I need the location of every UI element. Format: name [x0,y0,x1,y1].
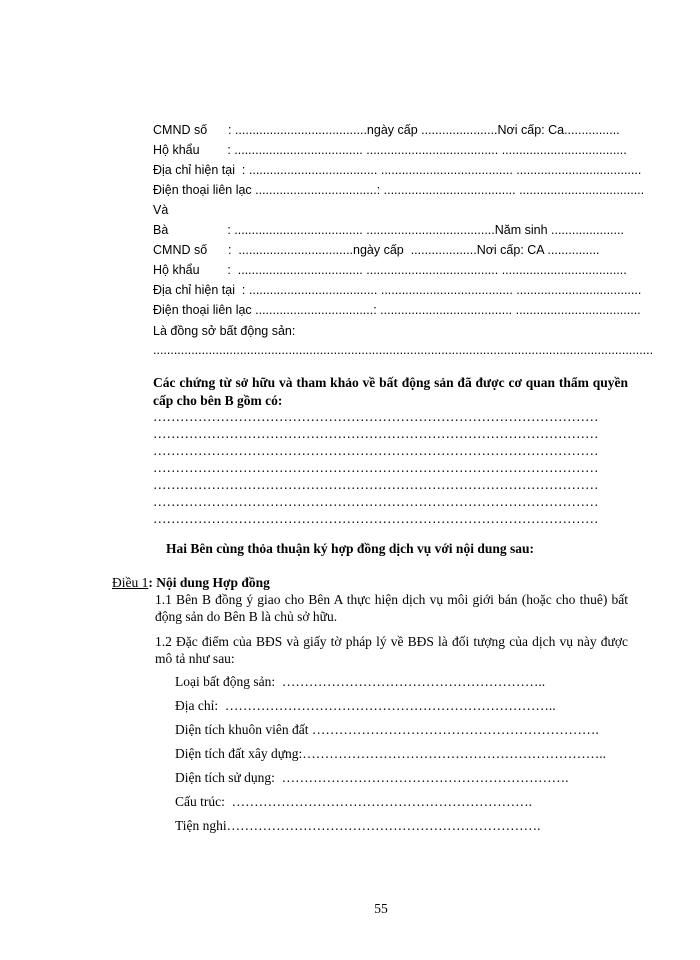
form-line-cmnd: CMND số : ......................................ngày cấp ......................Nơi cấp: Ca................ [153,123,620,137]
documents-line: ……………………………………………………………………………………… [153,511,599,526]
article-1-heading [112,575,270,591]
field-dien-tich-khuon-vien: Diện tích khuôn viên đất ………………………………………………………. [175,722,599,737]
documents-line: ……………………………………………………………………………………… [153,477,599,492]
documents-line: ……………………………………………………………………………………… [153,443,599,458]
documents-heading: Các chứng từ sở hữu và tham khảo về bất động sản đã được cơ quan thẩm quyền cấp cho bên B gồm có: [153,375,628,408]
form-line-dong-so-huu: Là đồng sở bất động sản: [153,324,296,338]
documents-line: ……………………………………………………………………………………… [153,460,599,475]
documents-line: ……………………………………………………………………………………… [153,494,599,509]
form-line-ba: Bà : ..................................... .....................................Năm sinh ..................... [153,223,624,237]
form-line-dien-thoai-2: Điện thoại liên lạc ..................................: ...................................... .................................... [153,303,641,317]
form-line-ho-khau-2: Hộ khẩu : .................................... ...................................... .................................... [153,263,627,277]
field-dien-tich-su-dung: Diện tích sử dụng: ………………………………………………………. [175,770,569,785]
form-line-dia-chi: Địa chỉ hiện tại : ..................................... ...................................... .................................... [153,163,642,177]
documents-line: ……………………………………………………………………………………… [153,426,599,441]
field-tien-nghi: Tiện nghi……………………………………………………………. [175,818,541,833]
form-line-va: Và [153,203,169,217]
form-line-dots: ................................................................................................................................................ [153,343,654,357]
field-loai-bds: Loại bất động sản: ………………………………………………….. [175,674,546,689]
documents-line: ……………………………………………………………………………………… [153,409,599,424]
form-line-dia-chi-2: Địa chỉ hiện tại : ..................................... ...................................... .................................... [153,283,642,297]
agreement-heading: Hai Bên cùng thỏa thuận ký hợp đồng dịch vụ với nội dung sau: [166,541,534,556]
field-dia-chi: Địa chỉ: ……………………………………………………………….. [175,698,556,713]
article-1-item-2: 1.2 Đặc điểm của BĐS và giấy tờ pháp lý về BĐS là đối tượng của dịch vụ này được mô tả như sau: [155,634,628,666]
article-1-label: Điều 1 [112,575,149,590]
form-line-cmnd-2: CMND số : .................................ngày cấp ...................Nơi cấp: CA ............... [153,243,600,257]
article-1-title: : Nội dung Hợp đồng [148,575,270,590]
article-1-item-1: 1.1 Bên B đồng ý giao cho Bên A thực hiện dịch vụ môi giới bán (hoặc cho thuê) bất động sản do Bên B là chủ sở hữu. [155,592,628,624]
field-dien-tich-xay-dung: Diện tích đất xây dựng:………………………………………………………….. [175,746,607,761]
field-cau-truc: Cấu trúc: …………………………………………………………. [175,794,532,809]
form-line-dien-thoai: Điện thoại liên lạc ...................................: ...................................... .................................... [153,183,645,197]
page-number: 55 [374,901,388,916]
form-line-ho-khau: Hộ khẩu : ..................................... ...................................... .................................... [153,143,627,157]
